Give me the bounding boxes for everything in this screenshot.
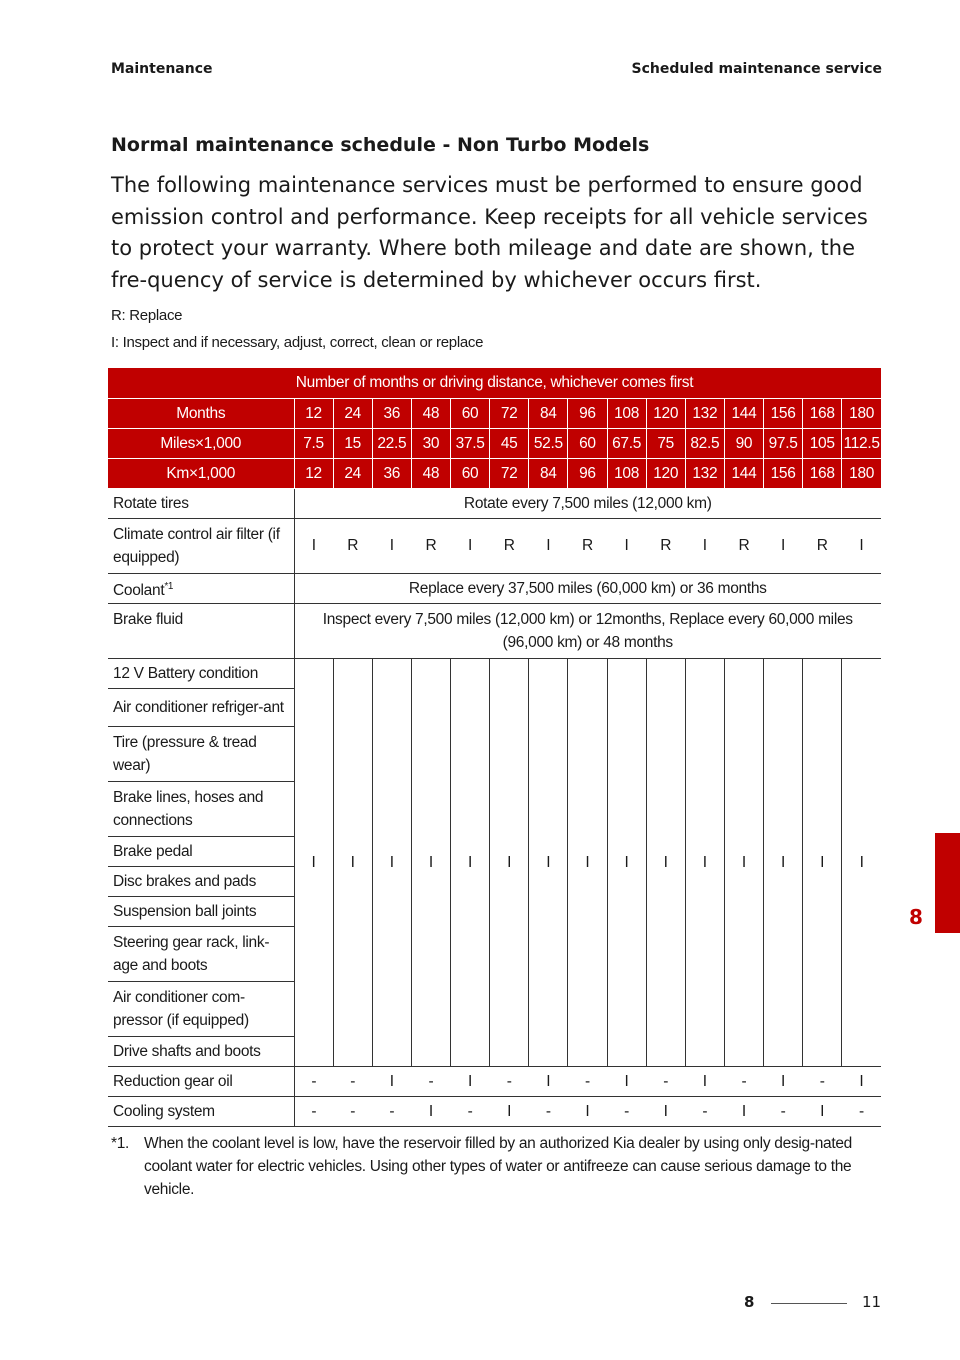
table-row — [108, 519, 881, 574]
schedule-cell: I — [607, 1067, 646, 1097]
km-value: 84 — [529, 459, 568, 489]
item-label-text: Coolant — [113, 582, 165, 600]
months-value: 156 — [764, 399, 803, 429]
schedule-cell: I — [529, 1067, 568, 1097]
schedule-cell: I — [451, 519, 490, 574]
item-label: Air conditioner com-pressor (if equipped) — [108, 982, 294, 1037]
footer-section-number: 8 — [744, 1293, 755, 1311]
legend-inspect: I: Inspect and if necessary, adjust, correct, clean or replace — [111, 334, 484, 351]
table-banner: Number of months or driving distance, whichever comes first — [108, 368, 881, 399]
interval-text: Replace every 37,500 miles (60,000 km) or 36 months — [294, 574, 881, 604]
schedule-cell: I — [411, 659, 450, 1067]
months-value: 84 — [529, 399, 568, 429]
item-label: Climate control air filter (if equipped) — [108, 519, 294, 574]
footer-page-number: 11 — [862, 1293, 882, 1311]
months-value: 144 — [724, 399, 763, 429]
schedule-cell: - — [333, 1097, 372, 1127]
table-banner-row — [108, 368, 881, 399]
km-value: 180 — [842, 459, 881, 489]
schedule-cell: - — [724, 1067, 763, 1097]
item-label: Air conditioner refriger-ant — [108, 689, 294, 727]
schedule-cell: - — [842, 1097, 881, 1127]
km-value: 24 — [333, 459, 372, 489]
running-header-section: Maintenance — [111, 61, 213, 77]
schedule-cell: - — [294, 1067, 333, 1097]
months-value: 120 — [646, 399, 685, 429]
km-value: 120 — [646, 459, 685, 489]
km-value: 36 — [372, 459, 411, 489]
item-label — [108, 574, 294, 604]
schedule-cell: I — [568, 659, 607, 1067]
footer-divider — [771, 1303, 847, 1304]
miles-value: 112.5 — [842, 429, 881, 459]
months-label: Months — [108, 399, 294, 429]
schedule-cell: I — [685, 519, 724, 574]
schedule-cell: I — [646, 659, 685, 1067]
item-label: Brake pedal — [108, 837, 294, 867]
schedule-cell: R — [646, 519, 685, 574]
miles-value: 7.5 — [294, 429, 333, 459]
table-row — [108, 489, 881, 519]
schedule-cell: I — [685, 659, 724, 1067]
schedule-cell: I — [842, 519, 881, 574]
months-value: 24 — [333, 399, 372, 429]
schedule-cell: I — [294, 659, 333, 1067]
schedule-cell: - — [451, 1097, 490, 1127]
item-label: Cooling system — [108, 1097, 294, 1127]
footnote — [111, 1132, 881, 1201]
km-value: 156 — [764, 459, 803, 489]
schedule-cell: - — [529, 1097, 568, 1127]
schedule-cell: I — [411, 1097, 450, 1127]
item-label: Disc brakes and pads — [108, 867, 294, 897]
months-value: 108 — [607, 399, 646, 429]
legend-replace: R: Replace — [111, 307, 183, 324]
miles-header-row — [108, 429, 881, 459]
schedule-cell: I — [842, 1067, 881, 1097]
km-value: 60 — [451, 459, 490, 489]
schedule-cell: I — [842, 659, 881, 1067]
footnote-ref: *1 — [164, 580, 174, 592]
intro-paragraph: The following maintenance services must be performed to ensure good emission control and performance. Keep receipts for all vehicle services to protect your warranty. Where both mileage and date are shown, the fre-quency of service is determined by whichever occurs first. — [111, 173, 868, 292]
schedule-cell: I — [372, 1067, 411, 1097]
km-label: Km×1,000 — [108, 459, 294, 489]
schedule-cell: I — [764, 519, 803, 574]
schedule-cell: I — [490, 659, 529, 1067]
schedule-cell: - — [333, 1067, 372, 1097]
schedule-cell: R — [490, 519, 529, 574]
months-value: 168 — [803, 399, 842, 429]
schedule-cell: R — [411, 519, 450, 574]
running-header-chapter: Scheduled maintenance service — [631, 61, 882, 77]
schedule-cell: I — [529, 519, 568, 574]
footnote-mark: *1. — [111, 1135, 130, 1152]
footnote-text: When the coolant level is low, have the reservoir filled by an authorized Kia dealer by using only desig-nated coolant water for electric vehicles. Using other types of water or antifreeze can cause serious damage to the vehicle. — [144, 1135, 852, 1198]
km-value: 108 — [607, 459, 646, 489]
km-value: 168 — [803, 459, 842, 489]
schedule-cell: R — [724, 519, 763, 574]
months-value: 96 — [568, 399, 607, 429]
chapter-tab-number: 8 — [909, 905, 923, 929]
item-label: Brake lines, hoses and connections — [108, 782, 294, 837]
km-value: 72 — [490, 459, 529, 489]
schedule-cell: I — [451, 659, 490, 1067]
schedule-cell: I — [724, 1097, 763, 1127]
schedule-cell: I — [568, 1097, 607, 1127]
schedule-cell: I — [646, 1097, 685, 1127]
item-label: Reduction gear oil — [108, 1067, 294, 1097]
schedule-cell: - — [568, 1067, 607, 1097]
interval-text: Rotate every 7,500 miles (12,000 km) — [294, 489, 881, 519]
schedule-cell: - — [803, 1067, 842, 1097]
miles-value: 45 — [490, 429, 529, 459]
schedule-cell: I — [451, 1067, 490, 1097]
km-value: 132 — [685, 459, 724, 489]
schedule-cell: I — [803, 659, 842, 1067]
schedule-cell: I — [764, 1067, 803, 1097]
km-header-row — [108, 459, 881, 489]
schedule-cell: I — [333, 659, 372, 1067]
months-value: 36 — [372, 399, 411, 429]
table-row — [108, 1067, 881, 1097]
schedule-cell: I — [372, 659, 411, 1067]
schedule-cell: - — [372, 1097, 411, 1127]
miles-value: 97.5 — [764, 429, 803, 459]
schedule-cell: I — [685, 1067, 724, 1097]
miles-value: 67.5 — [607, 429, 646, 459]
months-value: 48 — [411, 399, 450, 429]
schedule-cell: I — [764, 659, 803, 1067]
months-value: 180 — [842, 399, 881, 429]
schedule-cell: I — [607, 659, 646, 1067]
km-value: 12 — [294, 459, 333, 489]
miles-value: 105 — [803, 429, 842, 459]
item-label: Suspension ball joints — [108, 897, 294, 927]
months-value: 72 — [490, 399, 529, 429]
schedule-cell: I — [607, 519, 646, 574]
table-row — [108, 604, 881, 659]
months-value: 132 — [685, 399, 724, 429]
km-value: 144 — [724, 459, 763, 489]
schedule-cell: - — [607, 1097, 646, 1127]
miles-value: 90 — [724, 429, 763, 459]
miles-value: 30 — [411, 429, 450, 459]
schedule-cell: - — [646, 1067, 685, 1097]
months-value: 60 — [451, 399, 490, 429]
table-row — [108, 1097, 881, 1127]
item-label: Drive shafts and boots — [108, 1037, 294, 1067]
miles-value: 52.5 — [529, 429, 568, 459]
item-label: Brake fluid — [108, 604, 294, 659]
schedule-cell: - — [294, 1097, 333, 1127]
schedule-cell: R — [803, 519, 842, 574]
km-value: 96 — [568, 459, 607, 489]
miles-value: 22.5 — [372, 429, 411, 459]
miles-value: 15 — [333, 429, 372, 459]
item-label: Tire (pressure & tread wear) — [108, 727, 294, 782]
schedule-cell: I — [490, 1097, 529, 1127]
months-header-row — [108, 399, 881, 429]
table-row — [108, 574, 881, 604]
section-title: Normal maintenance schedule - Non Turbo Models — [111, 134, 650, 156]
miles-value: 60 — [568, 429, 607, 459]
schedule-cell: I — [529, 659, 568, 1067]
schedule-cell: - — [764, 1097, 803, 1127]
interval-text: Inspect every 7,500 miles (12,000 km) or 12months, Replace every 60,000 miles (96,000 km) or 48 months — [294, 604, 881, 659]
schedule-cell: I — [724, 659, 763, 1067]
item-label: Steering gear rack, link-age and boots — [108, 927, 294, 982]
km-value: 48 — [411, 459, 450, 489]
miles-label: Miles×1,000 — [108, 429, 294, 459]
schedule-cell: - — [411, 1067, 450, 1097]
schedule-cell: I — [294, 519, 333, 574]
miles-value: 82.5 — [685, 429, 724, 459]
miles-value: 37.5 — [451, 429, 490, 459]
schedule-cell: I — [803, 1097, 842, 1127]
months-value: 12 — [294, 399, 333, 429]
miles-value: 75 — [646, 429, 685, 459]
maintenance-schedule-table — [108, 368, 881, 1127]
schedule-cell: R — [568, 519, 607, 574]
item-label: 12 V Battery condition — [108, 659, 294, 689]
item-label: Rotate tires — [108, 489, 294, 519]
chapter-tab-marker — [935, 833, 960, 933]
schedule-cell: - — [685, 1097, 724, 1127]
schedule-cell: I — [372, 519, 411, 574]
schedule-cell: - — [490, 1067, 529, 1097]
schedule-cell: R — [333, 519, 372, 574]
table-row — [108, 659, 881, 689]
